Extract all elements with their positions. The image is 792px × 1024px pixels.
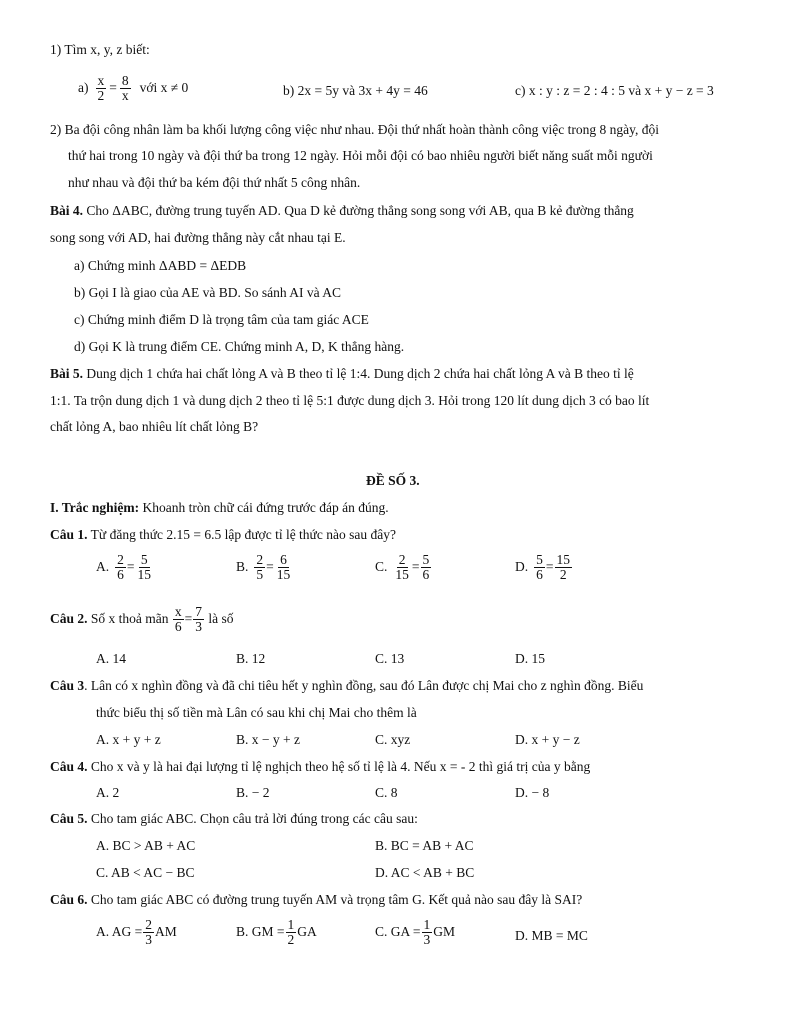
cau6-option-d[interactable]: D. MB = MC bbox=[515, 928, 588, 943]
cau1-c-n2: 5 bbox=[422, 552, 430, 567]
cau5-option-a[interactable]: A. BC > AB + AC bbox=[96, 838, 196, 853]
cau6-a-den: 3 bbox=[145, 932, 152, 948]
cau6-a-num: 2 bbox=[145, 917, 152, 932]
bai5-label: Bài 5. bbox=[50, 366, 84, 381]
cau6-c-num: 1 bbox=[423, 917, 431, 932]
q1a-label: a) bbox=[78, 80, 89, 96]
bai4-line1 bbox=[50, 203, 634, 220]
cau4-option-b[interactable]: B. − 2 bbox=[236, 785, 270, 800]
q1a-rhs-num: 8 bbox=[121, 73, 129, 88]
cau1-d-frac2 bbox=[555, 553, 573, 582]
bai5-text1: Dung dịch 1 chứa hai chất lỏng A và B theo tỉ lệ 1:4. Dung dịch 2 chứa hai chất lỏng A và B theo tỉ lệ bbox=[83, 366, 634, 381]
q1a-condition: với x ≠ 0 bbox=[139, 80, 189, 96]
bai4-a: a) Chứng minh ΔABD = ΔEDB bbox=[74, 258, 247, 273]
cau5-text: Cho tam giác ABC. Chọn câu trả lời đúng trong các câu sau: bbox=[87, 811, 418, 826]
cau1-option-b[interactable] bbox=[236, 553, 293, 582]
cau6-a-pre: A. AG = bbox=[96, 924, 143, 940]
cau1-b-n2: 6 bbox=[280, 552, 287, 567]
cau6-c-pre: C. GA = bbox=[375, 924, 421, 940]
cau2-eq: = bbox=[184, 611, 193, 627]
q1a-eq: = bbox=[109, 80, 117, 96]
bai5-line3: chất lỏng A, bao nhiêu lít chất lỏng B? bbox=[50, 419, 259, 434]
cau1-a-frac1 bbox=[115, 553, 126, 582]
cau1-a-n2: 5 bbox=[140, 552, 148, 567]
cau3-option-c[interactable]: C. xyz bbox=[375, 732, 411, 747]
cau2-frac1 bbox=[173, 605, 184, 634]
part1-text: Khoanh tròn chữ cái đứng trước đáp án đúng. bbox=[139, 500, 389, 515]
cau2-option-a[interactable]: A. 14 bbox=[96, 651, 126, 666]
q1a bbox=[78, 74, 188, 103]
cau2-n2: 7 bbox=[195, 604, 203, 619]
cau1-b-frac1 bbox=[254, 553, 265, 582]
cau2-option-b[interactable]: B. 12 bbox=[236, 651, 266, 666]
cau6-label: Câu 6. bbox=[50, 892, 88, 907]
q1a-lhs-fraction bbox=[96, 74, 107, 103]
cau4-label: Câu 4. bbox=[50, 759, 88, 774]
q2-line3: như nhau và đội thứ ba kém đội thứ nhất 5 công nhân. bbox=[68, 175, 361, 190]
bai4-d: d) Gọi K là trung điểm CE. Chứng minh A, D, K thẳng hàng. bbox=[74, 339, 405, 354]
bai4-label: Bài 4. bbox=[50, 203, 84, 218]
cau1-d-frac1 bbox=[534, 553, 545, 582]
cau6-question bbox=[50, 892, 582, 909]
cau2-label: Câu 2. bbox=[50, 611, 88, 627]
bai4-b: b) Gọi I là giao của AE và BD. So sánh AI và AC bbox=[74, 285, 341, 300]
cau2-n1: x bbox=[174, 604, 182, 619]
cau6-a-frac bbox=[143, 918, 154, 947]
cau1-option-c[interactable] bbox=[375, 553, 432, 582]
cau2-frac2 bbox=[193, 605, 204, 634]
cau2-text-pre: Số x thoả mãn bbox=[87, 611, 172, 627]
q1-title: 1) Tìm x, y, z biết: bbox=[50, 42, 150, 57]
cau6-c-den: 3 bbox=[423, 932, 431, 948]
q1c: c) x : y : z = 2 : 4 : 5 và x + y − z = 3 bbox=[515, 83, 714, 98]
cau1-a-d2: 15 bbox=[137, 567, 151, 583]
cau6-b-num: 1 bbox=[287, 917, 295, 932]
cau1-d-n1: 5 bbox=[536, 552, 543, 567]
bai5-line1 bbox=[50, 366, 634, 383]
cau5-option-c[interactable]: C. AB < AC − BC bbox=[96, 865, 195, 880]
q2-line2: thứ hai trong 10 ngày và đội thứ ba trong 12 ngày. Hỏi mỗi đội có bao nhiêu người biết năng suất mỗi người bbox=[68, 148, 653, 163]
cau1-c-d1: 15 bbox=[395, 567, 409, 583]
cau6-option-c[interactable] bbox=[375, 918, 455, 947]
part1-heading bbox=[50, 500, 389, 517]
cau2-option-c[interactable]: C. 13 bbox=[375, 651, 405, 666]
cau3-label: Câu 3 bbox=[50, 678, 85, 693]
cau1-b-d2: 15 bbox=[276, 567, 291, 583]
q1a-lhs-den: 2 bbox=[97, 88, 105, 104]
q1a-rhs-den: x bbox=[121, 88, 129, 104]
cau3-option-d[interactable]: D. x + y − z bbox=[515, 732, 580, 747]
cau1-a-eq: = bbox=[126, 559, 135, 575]
cau6-b-pre: B. GM = bbox=[236, 924, 285, 940]
cau6-option-b[interactable] bbox=[236, 918, 317, 947]
q1a-rhs-fraction bbox=[120, 74, 131, 103]
cau3-option-b[interactable]: B. x − y + z bbox=[236, 732, 300, 747]
cau1-question bbox=[50, 527, 396, 544]
cau1-b-n1: 2 bbox=[256, 552, 264, 567]
cau5-option-b[interactable]: B. BC = AB + AC bbox=[375, 838, 474, 853]
q1a-lhs-num: x bbox=[97, 73, 105, 88]
cau5-label: Câu 5. bbox=[50, 811, 88, 826]
bai4-c: c) Chứng minh điểm D là trọng tâm của tam giác ACE bbox=[74, 312, 369, 327]
cau1-text: Từ đăng thức 2.15 = 6.5 lập được tỉ lệ thức nào sau đây? bbox=[87, 527, 396, 542]
cau1-option-d[interactable] bbox=[515, 553, 573, 582]
cau1-label: Câu 1. bbox=[50, 527, 88, 542]
cau2-d2: 3 bbox=[195, 619, 203, 635]
cau1-c-d2: 6 bbox=[422, 567, 430, 583]
q2-line1: 2) Ba đội công nhân làm ba khối lượng công việc như nhau. Đội thứ nhất hoàn thành công việc trong 8 ngày, đội bbox=[50, 122, 659, 137]
cau6-text: Cho tam giác ABC có đường trung tuyến AM và trọng tâm G. Kết quả nào sau đây là SAI? bbox=[87, 892, 583, 907]
cau4-question bbox=[50, 759, 590, 776]
cau1-option-a[interactable] bbox=[96, 553, 154, 582]
cau1-d-eq: = bbox=[545, 559, 554, 575]
cau4-option-c[interactable]: C. 8 bbox=[375, 785, 398, 800]
cau4-option-d[interactable]: D. − 8 bbox=[515, 785, 550, 800]
cau1-c-eq: = bbox=[411, 559, 420, 575]
cau3-text1: . Lân có x nghìn đồng và đã chi tiêu hết y nghìn đồng, sau đó Lân được chị Mai cho z nghìn đồng. Biểu bbox=[84, 678, 644, 693]
cau1-c-letter: C. bbox=[375, 559, 388, 575]
cau2-option-d[interactable]: D. 15 bbox=[515, 651, 545, 666]
cau1-b-d1: 5 bbox=[256, 567, 264, 583]
cau2-question bbox=[50, 605, 234, 634]
cau1-d-d1: 6 bbox=[536, 567, 543, 583]
bai4-line2: song song với AD, hai đường thẳng này cắt nhau tại E. bbox=[50, 230, 346, 245]
part1-label: I. Trắc nghiệm: bbox=[50, 500, 140, 515]
cau1-a-d1: 6 bbox=[117, 567, 124, 583]
cau5-option-d[interactable]: D. AC < AB + BC bbox=[375, 865, 475, 880]
cau1-a-frac2 bbox=[136, 553, 154, 582]
cau1-b-letter: B. bbox=[236, 559, 249, 575]
q1b: b) 2x = 5y và 3x + 4y = 46 bbox=[283, 83, 428, 98]
cau1-d-n2: 15 bbox=[556, 552, 570, 567]
bai4-text1: Cho ΔABC, đường trung tuyến AD. Qua D kẻ đường thẳng song song với AB, qua B kẻ đường thẳng bbox=[83, 203, 634, 218]
cau1-d-d2: 2 bbox=[559, 567, 567, 583]
cau5-question bbox=[50, 811, 418, 828]
bai5-line2: 1:1. Ta trộn dung dịch 1 và dung dịch 2 theo tỉ lệ 5:1 được dung dịch 3. Hỏi trong 120 lít dung dịch 3 có bao lít bbox=[50, 393, 650, 408]
cau1-b-frac2 bbox=[275, 553, 293, 582]
cau4-option-a[interactable]: A. 2 bbox=[96, 785, 120, 800]
de3-title: ĐỀ SỐ 3. bbox=[366, 473, 420, 488]
cau1-a-letter: A. bbox=[96, 559, 110, 575]
cau1-d-letter: D. bbox=[515, 559, 529, 575]
cau6-b-post: GA bbox=[297, 924, 317, 940]
cau1-c-frac2 bbox=[421, 553, 432, 582]
cau6-option-a[interactable] bbox=[96, 918, 177, 947]
cau6-c-frac bbox=[422, 918, 433, 947]
cau2-text-post: là số bbox=[205, 611, 234, 627]
cau1-a-n1: 2 bbox=[117, 552, 124, 567]
cau1-c-frac1 bbox=[393, 553, 411, 582]
cau3-option-a[interactable]: A. x + y + z bbox=[96, 732, 161, 747]
cau6-c-post: GM bbox=[433, 924, 456, 940]
cau3-line2: thức biểu thị số tiền mà Lân có sau khi chị Mai cho thêm là bbox=[96, 705, 417, 720]
cau1-c-n1: 2 bbox=[398, 552, 406, 567]
cau3-line1 bbox=[50, 678, 643, 695]
cau6-a-post: AM bbox=[155, 924, 177, 940]
cau6-b-den: 2 bbox=[287, 932, 295, 948]
cau6-b-frac bbox=[286, 918, 297, 947]
cau4-text: Cho x và y là hai đại lượng tỉ lệ nghịch theo hệ số tỉ lệ là 4. Nếu x = - 2 thì giá trị của y bằng bbox=[87, 759, 591, 774]
cau2-d1: 6 bbox=[174, 619, 182, 635]
cau1-b-eq: = bbox=[266, 559, 274, 575]
